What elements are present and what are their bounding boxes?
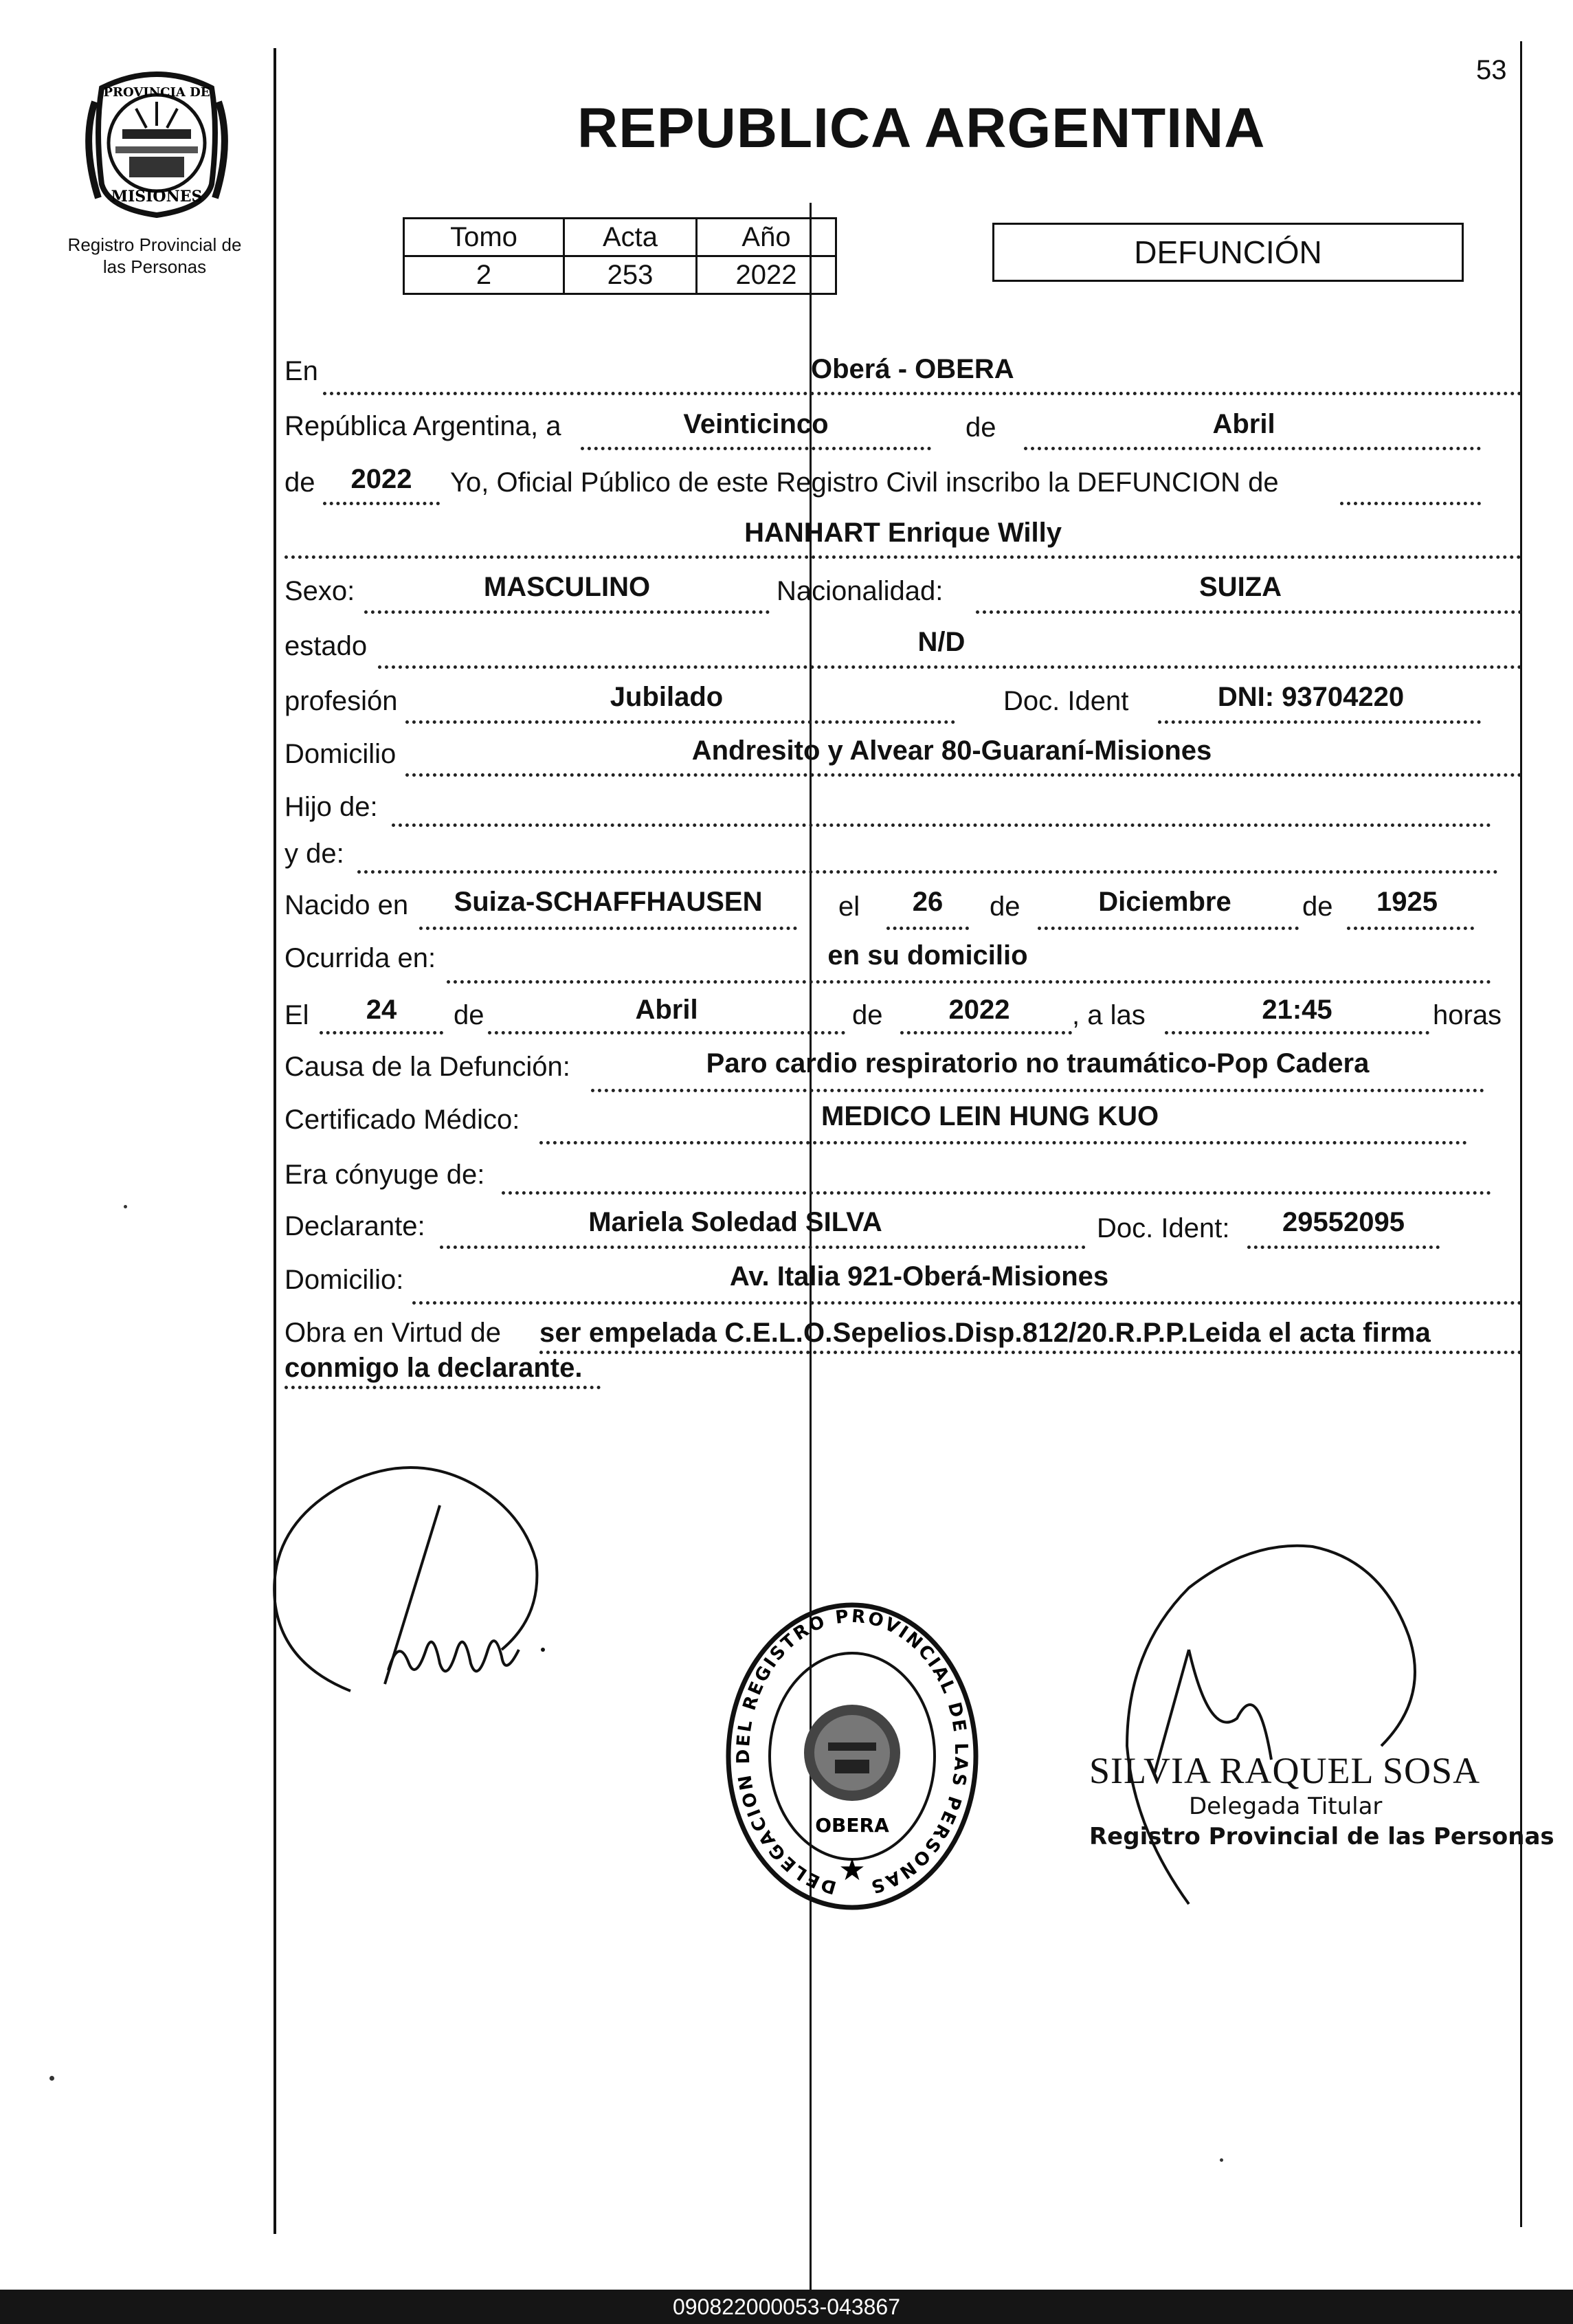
- profesion-value: Jubilado: [610, 682, 724, 712]
- official-stamp: [715, 1595, 990, 1911]
- nacido-value: Suiza-SCHAFFHAUSEN: [454, 887, 763, 917]
- day-words-dotline: [581, 447, 931, 450]
- death-month-value: Abril: [635, 995, 698, 1025]
- doc-ident2-label: Doc. Ident:: [1097, 1213, 1230, 1243]
- registry-table: [403, 217, 837, 295]
- obra-label: Obra en Virtud de: [285, 1318, 502, 1348]
- de-label-6: de: [852, 1000, 883, 1030]
- horas-label: horas: [1433, 1000, 1502, 1030]
- doc-ident-dotline: [1158, 720, 1481, 724]
- estado-label: estado: [285, 631, 368, 661]
- deceased-name: HANHART Enrique Willy: [744, 518, 1062, 548]
- official-title: Delegada Titular: [1189, 1793, 1383, 1820]
- republica-label: República Argentina, a: [285, 411, 561, 441]
- declarante-domicilio-value: Av. Italia 921-Oberá-Misiones: [729, 1261, 1109, 1292]
- table-header-acta: Acta: [564, 219, 697, 256]
- table-header-tomo: Tomo: [404, 219, 564, 256]
- profesion-label: profesión: [285, 686, 398, 716]
- nacido-dotline: [419, 927, 797, 930]
- birth-month-value: Diciembre: [1098, 887, 1231, 917]
- stray-dot: [124, 1205, 127, 1208]
- stray-dot: [49, 2076, 54, 2081]
- declarante-doc-dotline: [1247, 1246, 1440, 1249]
- birth-day-dotline: [886, 927, 969, 930]
- obra-line1: ser empelada C.E.L.O.Sepelios.Disp.812/20.R.P.P.Leida el acta firma: [539, 1318, 1431, 1348]
- left-margin-rule: [274, 48, 276, 2234]
- page-number: 53: [1476, 55, 1507, 85]
- certificado-value: MEDICO LEIN HUNG KUO: [821, 1101, 1159, 1131]
- place-value: Oberá - OBERA: [811, 354, 1014, 384]
- declarante-value: Mariela Soledad SILVA: [588, 1207, 882, 1237]
- causa-value: Paro cardio respiratorio no traumático-Pop Cadera: [706, 1048, 1370, 1078]
- death-day-value: 24: [366, 995, 397, 1025]
- conyuge-label: Era cónyuge de:: [285, 1160, 485, 1190]
- stamp-ring-text: DELEGACION DEL REGISTRO PROVINCIAL DE LAS PERSONAS: [733, 1606, 972, 1898]
- table-value-tomo: 2: [404, 256, 564, 294]
- domicilio-value: Andresito y Alvear 80-Guaraní-Misiones: [691, 735, 1212, 766]
- month-dotline: [1024, 447, 1481, 450]
- domicilio2-dotline: [412, 1301, 1522, 1305]
- year-value: 2022: [350, 464, 412, 494]
- obra-line2: conmigo la declarante.: [285, 1353, 583, 1383]
- month-value: Abril: [1212, 409, 1275, 439]
- stray-dot: [1220, 2158, 1223, 2162]
- page-title: REPUBLICA ARGENTINA: [577, 97, 1266, 159]
- stamp-star-icon: ★: [838, 1852, 866, 1888]
- registry-name-line1: Registro Provincial de: [67, 234, 242, 255]
- ocurrida-dotline: [447, 980, 1491, 984]
- death-month-dotline: [488, 1031, 845, 1034]
- y-de-label: y de:: [285, 839, 344, 869]
- right-margin-rule: [1520, 41, 1522, 2227]
- ocurrida-label: Ocurrida en:: [285, 943, 436, 973]
- nacido-label: Nacido en: [285, 890, 409, 920]
- estado-dotline: [378, 665, 1522, 669]
- domicilio-label: Domicilio: [285, 739, 397, 769]
- barcode-id: 090822000053-043867: [0, 2290, 1573, 2324]
- declarant-signature: [268, 1443, 598, 1718]
- death-year-value: 2022: [948, 995, 1010, 1025]
- en-dotline: [323, 392, 1522, 395]
- El-label: El: [285, 1000, 309, 1030]
- de-label-2: de: [285, 467, 315, 498]
- ocurrida-value: en su domicilio: [827, 940, 1028, 971]
- hijo-dotline: [392, 823, 1491, 827]
- de-label-1: de: [966, 412, 996, 443]
- profesion-dotline: [405, 720, 955, 724]
- certificado-dotline: [539, 1141, 1467, 1144]
- official-name: SILVIA RAQUEL SOSA: [1089, 1750, 1481, 1791]
- declarante-label: Declarante:: [285, 1211, 425, 1241]
- declarante-dotline: [440, 1246, 1086, 1249]
- day-words-value: Veinticinco: [683, 409, 829, 439]
- sexo-value: MASCULINO: [483, 572, 651, 602]
- a-las-label: , a las: [1072, 1000, 1146, 1030]
- document-type-box: DEFUNCIÓN: [992, 223, 1464, 282]
- certificado-label: Certificado Médico:: [285, 1105, 520, 1135]
- registry-name-line2: las Personas: [102, 256, 207, 277]
- death-day-dotline: [320, 1031, 443, 1034]
- emblem-bottom-text: MISIONES: [111, 188, 203, 206]
- table-value-anio: 2022: [697, 256, 836, 294]
- stamp-city-text: OBERA: [815, 1814, 889, 1837]
- el-label: el: [838, 892, 860, 922]
- table-header-anio: Año: [697, 219, 836, 256]
- conyuge-dotline: [502, 1191, 1491, 1195]
- nacionalidad-label: Nacionalidad:: [777, 576, 944, 606]
- name-dotline: [285, 555, 1521, 559]
- causa-dotline: [591, 1089, 1484, 1092]
- nacionalidad-dotline: [976, 610, 1522, 614]
- domicilio-dotline: [405, 773, 1522, 777]
- sexo-dotline: [364, 610, 770, 614]
- birth-year-dotline: [1347, 927, 1474, 930]
- estado-value: N/D: [917, 627, 966, 657]
- birth-month-dotline: [1038, 927, 1299, 930]
- death-time-dotline: [1165, 1031, 1429, 1034]
- nacionalidad-value: SUIZA: [1199, 572, 1282, 602]
- domicilio2-label: Domicilio:: [285, 1265, 404, 1295]
- table-value-acta: 253: [564, 256, 697, 294]
- de-label-3: de: [990, 892, 1020, 922]
- y-de-dotline: [357, 870, 1498, 874]
- birth-year-value: 1925: [1376, 887, 1438, 917]
- en-label: En: [285, 356, 318, 386]
- emblem-top-text: PROVINCIA DE: [103, 85, 210, 100]
- death-year-dotline: [900, 1031, 1072, 1034]
- birth-day-value: 26: [912, 887, 944, 917]
- province-emblem: [81, 60, 232, 219]
- doc-ident-value: DNI: 93704220: [1217, 682, 1405, 712]
- causa-label: Causa de la Defunción:: [285, 1052, 570, 1082]
- registry-name: [41, 234, 268, 278]
- obra-dotline-2: [285, 1386, 601, 1389]
- de-label-4: de: [1302, 892, 1333, 922]
- inscribo-text: Yo, Oficial Público de este Registro Civil inscribo la DEFUNCION de: [450, 467, 1279, 498]
- year-dotline: [323, 502, 440, 505]
- obra-dotline-1: [539, 1351, 1522, 1354]
- hijo-label: Hijo de:: [285, 792, 378, 822]
- official-office: Registro Provincial de las Personas: [1089, 1823, 1554, 1850]
- declarante-doc-value: 29552095: [1282, 1207, 1405, 1237]
- death-time-value: 21:45: [1262, 995, 1332, 1025]
- doc-ident-label: Doc. Ident: [1003, 686, 1129, 716]
- sexo-label: Sexo:: [285, 576, 355, 606]
- de-label-5: de: [454, 1000, 484, 1030]
- inscribo-dotline: [1340, 502, 1481, 505]
